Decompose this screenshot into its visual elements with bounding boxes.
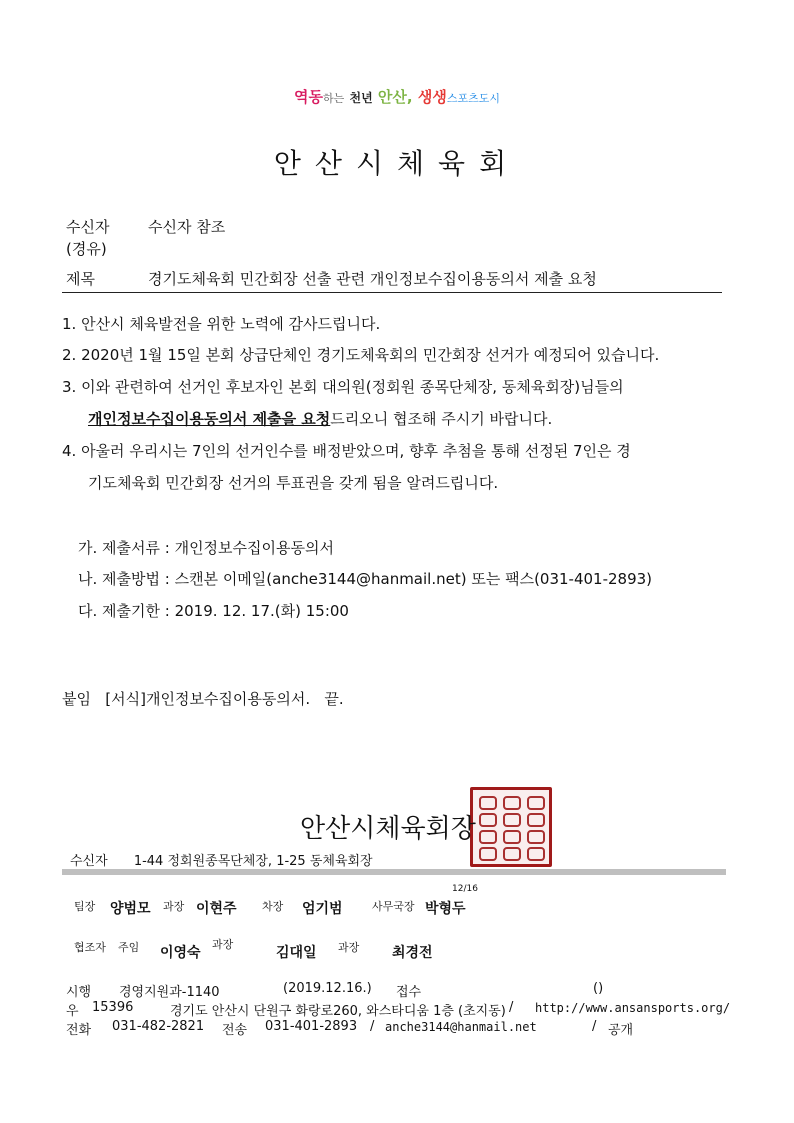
coop3-name: 최경전: [392, 945, 433, 961]
secretary-title: 사무국장: [372, 900, 415, 913]
recipients-row: [70, 850, 373, 869]
body-item-3-rest: 드리오니 협조해 주시기 바랍니다.: [330, 410, 553, 428]
fax-label: 전송: [222, 1023, 248, 1038]
coop2-title: 과장: [212, 938, 234, 951]
separator: /: [509, 1000, 514, 1015]
enforce-label: 시행: [66, 985, 92, 1000]
enforce-value: 경영지원과-1140: [119, 985, 220, 1000]
slogan-part: 천년: [349, 91, 373, 105]
slogan-part: 생생: [417, 88, 447, 106]
separator: /: [370, 1019, 375, 1034]
org-title: 안산시체육회: [273, 147, 521, 180]
receipt-label: 접수: [396, 985, 422, 1000]
recipient-label: 수신자: [66, 218, 110, 236]
subject-divider: [62, 292, 722, 293]
team-leader-title: 팀장: [74, 900, 96, 913]
approval-date-mark: 12/16: [452, 884, 478, 894]
phone-value: 031-482-2821: [112, 1019, 205, 1034]
secretary-name: 박형두: [425, 901, 466, 917]
body-item-4-cont: 기도체육회 민간회장 선거의 투표권을 갖게 됨을 알려드립니다.: [88, 474, 499, 492]
coop1-title: 주임: [118, 941, 140, 954]
attachment-line: 붙임 [서식]개인정보수집이용동의서. 끝.: [62, 690, 344, 708]
slogan-part: 스포츠도시: [446, 92, 500, 105]
website-link[interactable]: http://www.ansansports.org/: [535, 1001, 731, 1015]
recipients-label: 수신자: [70, 854, 108, 869]
postal-label: 우: [66, 1004, 79, 1019]
cooperator-label: 협조자: [74, 941, 106, 954]
sub-item-b: 나. 제출방법 : 스캔본 이메일(anche3144@hanmail.net) 또는 팩스(031-401-2893): [78, 570, 653, 588]
coop1-name: 이영숙: [160, 945, 201, 961]
slogan-part: 역동: [294, 88, 323, 106]
enforce-date: (2019.12.16.): [283, 981, 372, 996]
postal-code: 15396: [92, 1000, 134, 1015]
body-item-4: 4. 아울러 우리시는 7인의 선거인수를 배정받았으며, 향후 추첨을 통해 선정된 7인은 경: [62, 442, 631, 460]
subject-value: 경기도체육회 민간회장 선출 관련 개인정보수집이용동의서 제출 요청: [148, 270, 597, 288]
deputy-title: 차장: [262, 900, 284, 913]
deputy-name: 엄기범: [302, 901, 343, 917]
section-chief-title: 과장: [163, 900, 185, 913]
emphasis-request: 개인정보수집이용동의서 제출을 요청: [88, 410, 331, 428]
slogan-part: 안산,: [377, 88, 413, 106]
sub-item-a: 가. 제출서류 : 개인정보수집이용동의서: [78, 539, 334, 557]
separator: /: [592, 1019, 597, 1034]
coop3-title: 과장: [338, 941, 360, 954]
body-item-2: 2. 2020년 1월 15일 본회 상급단체인 경기도체육회의 민간회장 선거가 예정되어 있습니다.: [62, 346, 660, 364]
address: 경기도 안산시 단원구 화랑로260, 와스타디움 1층 (초지동): [170, 1004, 506, 1019]
coop2-name: 김대일: [276, 945, 317, 961]
email-link[interactable]: anche3144@hanmail.net: [385, 1020, 537, 1034]
slogan: [0, 86, 794, 107]
slogan-part: 하는: [323, 92, 345, 105]
body-item-1: 1. 안산시 체육발전을 위한 노력에 감사드립니다.: [62, 315, 381, 333]
body-item-3-cont: [88, 408, 552, 429]
subject-label: 제목: [66, 270, 95, 288]
via-label: (경유): [66, 240, 107, 258]
recipient-value: 수신자 참조: [148, 218, 226, 236]
body-item-3: 3. 이와 관련하여 선거인 후보자인 본회 대의원(정회원 종목단체장, 동체육회장)님들의: [62, 378, 624, 396]
phone-label: 전화: [66, 1023, 92, 1038]
receipt-value: (): [593, 981, 604, 996]
fax-value: 031-401-2893: [265, 1019, 358, 1034]
disclosure: 공개: [608, 1023, 634, 1038]
sub-item-c: 다. 제출기한 : 2019. 12. 17.(화) 15:00: [78, 602, 349, 620]
official-seal: [470, 787, 552, 867]
divider-bar: [62, 869, 726, 875]
recipients-value: 1-44 정회원종목단체장, 1-25 동체육회장: [133, 854, 373, 869]
team-leader-name: 양범모: [110, 901, 151, 917]
section-chief-name: 이현주: [196, 901, 237, 917]
signer-title: 안산시체육회장: [300, 814, 476, 844]
